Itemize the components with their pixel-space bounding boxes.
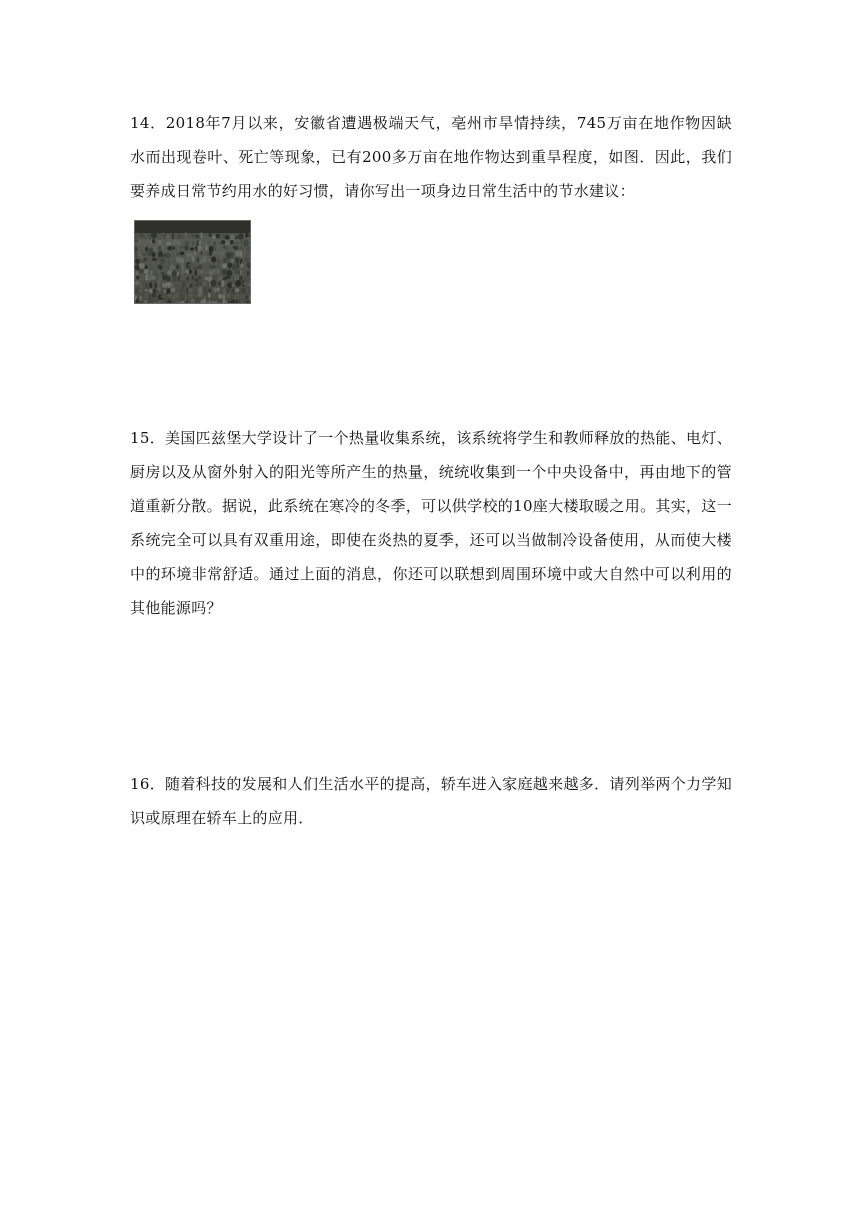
- question-16: [130, 767, 732, 835]
- question-15-text: 15．美国匹兹堡大学设计了一个热量收集系统，该系统将学生和教师释放的热能、电灯、厨房以及从窗外射入的阳光等所产生的热量，统统收集到一个中央设备中，再由地下的管道重新分散。据说，此系统在寒冷的冬季，可以供学校的10座大楼取暖之用。其实，这一系统完全可以具有双重用途，即使在炎热的夏季，还可以当做制冷设备使用，从而使大楼中的环境非常舒适。通过上面的消息，你还可以联想到周围环境中或大自然中可以利用的其他能源吗？: [130, 429, 732, 617]
- question-15: [130, 421, 732, 625]
- question-14-text: 14．2018年7月以来，安徽省遭遇极端天气，亳州市旱情持续，745万亩在地作物因缺水而出现卷叶、死亡等现象，已有200多万亩在地作物达到重旱程度，如图．因此，我们要养成日常节约用水的好习惯，请你写出一项身边日常生活中的节水建议：: [130, 114, 732, 200]
- drought-crop-field-photo: [134, 220, 251, 304]
- question-14: [130, 106, 732, 208]
- crop-field-image: [135, 221, 250, 303]
- question-16-text: 16．随着科技的发展和人们生活水平的提高，轿车进入家庭越来越多．请列举两个力学知识或原理在轿车上的应用．: [130, 775, 732, 827]
